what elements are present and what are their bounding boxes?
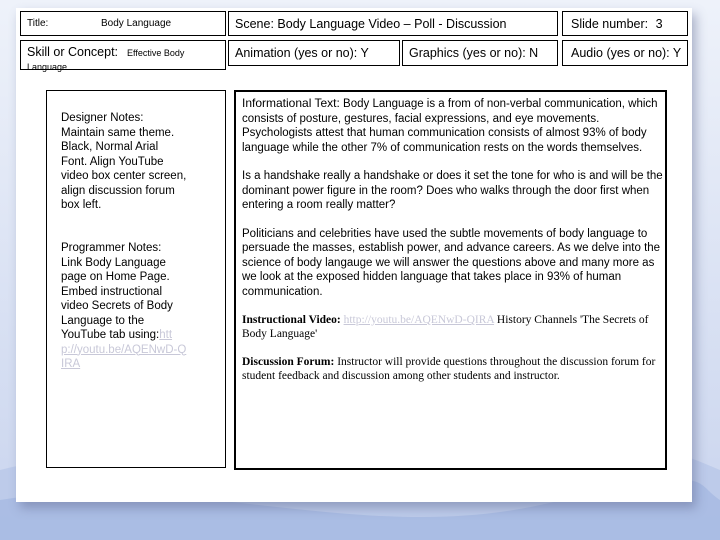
content-panel [234,90,667,470]
instructional-video-label: Instructional Video: [242,314,341,326]
programmer-video-link[interactable]: http://youtu.be/AQENwD-QIRA [61,329,187,370]
animation-cell [228,40,400,66]
graphics-cell [402,40,558,66]
programmer-notes [61,241,187,372]
audio-text: Audio (yes or no): Y [571,46,682,60]
skill-value-line1: Effective Body [127,48,185,58]
title-label: Title: [27,18,49,29]
skill-cell [20,40,226,70]
storyboard-sheet [16,8,692,502]
skill-label: Skill or Concept: [27,45,119,59]
instructional-video-caption: History Channels 'The Secrets of Body Language' [242,314,649,340]
animation-text: Animation (yes or no): Y [235,46,369,60]
instructional-video [242,313,663,341]
discussion-forum-text: Instructor will provide questions throughout the discussion forum for student feedback and discussion among other students and instructor. [242,356,656,382]
notes-panel [46,90,226,468]
informational-label: Informational Text: [242,96,340,110]
informational-text [242,96,663,155]
programmer-notes-heading: Programmer Notes: [61,242,162,254]
informational-paragraph-1: Body Language is a from of non-verbal communication, which consists of posture, gestures, facial expressions, and eye movements. Psychologists attest that human communication consists of almost 93% of body language while the other 7% of communication rests on the words themselves. [242,98,658,154]
discussion-forum-label: Discussion Forum: [242,356,335,368]
designer-notes [61,111,187,213]
designer-notes-body: Maintain same theme. Black, Normal Arial Font. Align YouTube video box center screen, align discussion forum box left. [61,126,187,211]
title-cell [20,11,226,36]
slide-number-label: Slide number: [571,17,649,31]
graphics-text: Graphics (yes or no): N [409,46,539,60]
scene-value: Body Language Video – Poll - Discussion [277,17,507,31]
scene-label: Scene: [235,17,274,31]
scene-cell [228,11,558,36]
title-value: Body Language [101,18,172,29]
slide-number-value: 3 [655,17,663,31]
discussion-forum [242,355,663,383]
audio-cell [562,40,688,66]
designer-notes-heading: Designer Notes: [61,112,144,124]
programmer-notes-body: Link Body Language page on Home Page. Embed instructional video Secrets of Body Language to the YouTube tab using: [61,256,173,341]
informational-paragraph-3: Politicians and celebrities have used the subtle movements of body language to persuade the masses, establish power, and advance careers. As we delve into the science of body langauge we will answer the questions above and many more as we look at the exposed hidden language that takes place in 93% of human communication. [242,227,661,298]
skill-value-line2: Language [27,62,68,72]
informational-paragraph-2: Is a handshake really a handshake or does it set the tone for who is and will be the dominant power figure in the room? Does who walks through the door first when entering a room really matter? [242,170,663,211]
instructional-video-link[interactable]: http://youtu.be/AQENwD-QIRA [343,314,495,326]
slide-number-cell [562,11,688,36]
